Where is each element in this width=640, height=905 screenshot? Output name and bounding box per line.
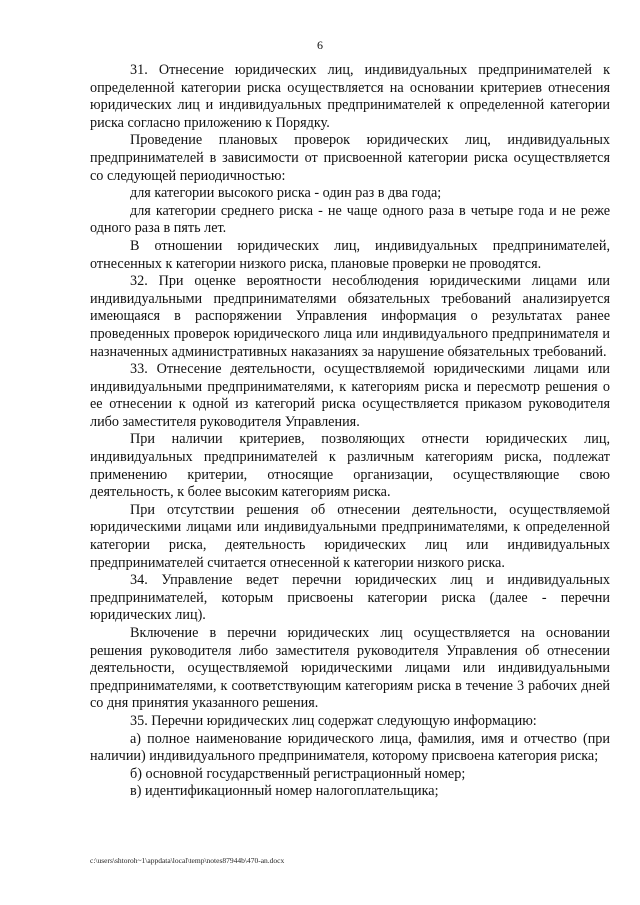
page-number: 6 xyxy=(317,38,323,52)
paragraph-criteria-multiple: При наличии критериев, позволяющих отнести юридических лиц, индивидуальных предпринимателей к различным категориям риска, подлежат применению критерии, относящие организации, осуществляющие свою деятельность, к более высоким категориям риска. xyxy=(90,431,610,501)
paragraph-35: 35. Перечни юридических лиц содержат следующую информацию: xyxy=(130,712,537,729)
paragraph-33: 33. Отнесение деятельности, осуществляемой юридическими лицами или индивидуальными предпринимателями, к категориям риска и пересмотр решения о ее отнесении к одной из категорий риска осуществляется приказом руководителя либо заместителя руководителя Управления. xyxy=(90,361,610,430)
paragraph-low-risk: В отношении юридических лиц, индивидуальных предпринимателей, отнесенных к категории низкого риска, плановые проверки не проводятся. xyxy=(90,237,610,272)
paragraph-inclusion: Включение в перечни юридических лиц осуществляется на основании решения руководителя либо заместителя руководителя Управления об отнесении деятельности, осуществляемой юридическими лицами или индивидуальными предпринимателями, к соответствующим категориям риска в течение 3 рабочих дней со дня принятия указанного решения. xyxy=(90,625,610,712)
document-body xyxy=(90,62,610,801)
footer-file-path: c:\users\shtoroh~1\appdata\local\temp\notes87944b\470-an.docx xyxy=(90,856,285,865)
paragraph-31: 31. Отнесение юридических лиц, индивидуальных предпринимателей к определенной категории риска осуществляется на основании критериев отнесения юридических лиц и индивидуальных предпринимателей к определенной категории риска согласно приложению к Порядку. xyxy=(90,62,610,131)
list-item-v: в) идентификационный номер налогоплательщика; xyxy=(130,783,439,800)
paragraph-medium-risk: для категории среднего риска - не чаще одного раза в четыре года и не реже одного раза в пять лет. xyxy=(90,202,610,237)
paragraph-no-decision: При отсутствии решения об отнесении деятельности, осуществляемой юридическими лицами или индивидуальными предпринимателями, к определенной категории риска, деятельность юридических лиц или индивидуальных предпринимателей считается отнесенной к категории низкого риска. xyxy=(90,501,610,571)
paragraph-high-risk: для категории высокого риска - один раз в два года; xyxy=(130,185,442,202)
list-item-b: б) основной государственный регистрационный номер; xyxy=(130,765,466,782)
list-item-a: а) полное наименование юридического лица, фамилия, имя и отчество (при наличии) индивидуального предпринимателя, которому присвоена категория риска; xyxy=(90,730,610,765)
paragraph-inspection-frequency: Проведение плановых проверок юридических лиц, индивидуальных предпринимателей в зависимости от присвоенной категории риска осуществляется со следующей периодичностью: xyxy=(90,132,610,184)
paragraph-34: 34. Управление ведет перечни юридических лиц и индивидуальных предпринимателей, которым присвоены категории риска (далее - перечни юридических лиц). xyxy=(90,572,610,624)
paragraph-32: 32. При оценке вероятности несоблюдения юридическими лицами или индивидуальными предпринимателями обязательных требований анализируется имеющаяся в распоряжении Управления информация о результатах ранее проведенных проверок юридического лица или индивидуального предпринимателя и назначенных административных наказаниях за нарушение обязательных требований. xyxy=(90,273,610,360)
